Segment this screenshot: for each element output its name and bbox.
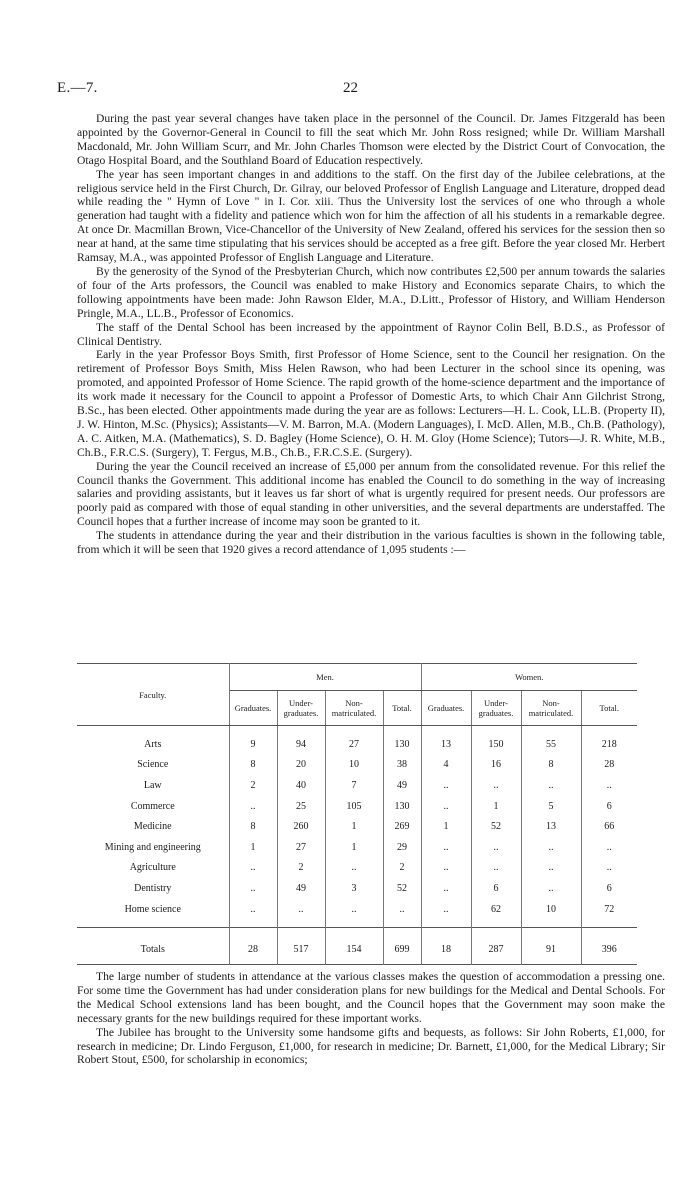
table-row xyxy=(77,775,637,796)
women-total-cell: 287 xyxy=(471,928,521,965)
men-value-cell: 2 xyxy=(383,858,421,879)
col-header-men-undergraduates: Under-graduates. xyxy=(277,691,325,726)
women-total-cell: 91 xyxy=(521,928,581,965)
men-value-cell: .. xyxy=(325,899,383,920)
men-value-cell: 25 xyxy=(277,796,325,817)
women-value-cell: 52 xyxy=(471,816,521,837)
faculty-header: Faculty. xyxy=(77,664,229,726)
table-row xyxy=(77,899,637,920)
men-value-cell: 49 xyxy=(277,878,325,899)
women-value-cell: 1 xyxy=(421,816,471,837)
faculty-label: Commerce xyxy=(130,800,175,812)
table-row xyxy=(77,858,637,879)
women-value-cell: 16 xyxy=(471,755,521,776)
paragraph: The Jubilee has brought to the University some handsome gifts and bequests, as follows: Sir John Roberts, £1,000, for research in medicine; Dr. Lindo Ferguson, £1,000, for research in medicine; Dr. Barnett, £1,000, for the Medical Library; Sir Robert Stout, £500, for scholarship in economics; xyxy=(77,1025,665,1067)
table-row xyxy=(77,878,637,899)
table-row xyxy=(77,734,637,755)
women-value-cell: .. xyxy=(521,878,581,899)
men-value-cell: 269 xyxy=(383,816,421,837)
women-value-cell: .. xyxy=(421,878,471,899)
page-number: 22 xyxy=(343,80,358,96)
men-total-cell: 154 xyxy=(325,928,383,965)
women-value-cell: .. xyxy=(521,858,581,879)
faculty-label: Arts xyxy=(144,738,162,750)
women-value-cell: 6 xyxy=(606,800,612,812)
men-value-cell: 3 xyxy=(325,878,383,899)
women-value-cell: 13 xyxy=(421,734,471,755)
women-value-cell: 62 xyxy=(471,899,521,920)
women-value-cell: 218 xyxy=(601,738,617,750)
men-value-cell: 38 xyxy=(383,755,421,776)
paragraph: Early in the year Professor Boys Smith, first Professor of Home Science, sent to the Council her resignation. On the retirement of Professor Boys Smith, Miss Helen Rawson, who had been Lecturer in the school since its opening, was promoted, and appointed Professor of Home Science. The rapid growth of the home-science department and the importance of its work made it necessary for the Council to appoint a Professor of Domestic Arts, to which Chair Ann Gilchrist Strong, B.Sc., has been elected. Other appointments made during the year are as follows: Lecturers—H. L. Cook, LL.B. (Property II), J. W. Hinton, M.Sc. (Physics); Assistants—V. M. Barron, M.A. (Modern Languages), I. McD. Allen, M.B., Ch.B. (Pathology), A. C. Aitken, M.A. (Mathematics), S. D. Bagley (Home Science), O. H. M. Gloy (Home Science); Tutors—J. R. White, M.B., Ch.B., F.R.C.S. (Surgery), T. Fergus, M.B., Ch.B., F.R.C.S.E. (Surgery). xyxy=(77,348,665,459)
document-reference: E.—7. xyxy=(57,80,98,96)
women-total-cell: 396 xyxy=(601,943,617,955)
women-value-cell: .. xyxy=(521,837,581,858)
men-value-cell: 49 xyxy=(383,775,421,796)
men-value-cell: 27 xyxy=(325,734,383,755)
men-value-cell: 29 xyxy=(383,837,421,858)
men-value-cell: 9 xyxy=(229,734,277,755)
women-value-cell: 28 xyxy=(604,759,615,771)
table-row xyxy=(77,755,637,776)
men-value-cell: 94 xyxy=(277,734,325,755)
faculty-cell xyxy=(77,796,229,817)
women-value-cell: 66 xyxy=(604,821,615,833)
col-header-men-nonmatriculated: Non-matriculated. xyxy=(325,691,383,726)
men-value-cell: 260 xyxy=(277,816,325,837)
women-value-cell: .. xyxy=(421,796,471,817)
men-value-cell: .. xyxy=(229,899,277,920)
women-value-cell: 6 xyxy=(606,882,612,894)
men-value-cell: .. xyxy=(325,858,383,879)
attendance-table xyxy=(77,663,637,965)
men-value-cell: 105 xyxy=(325,796,383,817)
col-header-women-total: Total. xyxy=(581,691,637,726)
men-value-cell: 7 xyxy=(325,775,383,796)
totals-label: Totals xyxy=(77,928,229,965)
women-value-cell: 1 xyxy=(471,796,521,817)
body-text-bottom xyxy=(77,970,665,1067)
men-value-cell: 8 xyxy=(229,816,277,837)
women-value-cell: .. xyxy=(606,779,612,791)
col-header-men-total: Total. xyxy=(383,691,421,726)
women-value-cell: .. xyxy=(421,899,471,920)
table-row xyxy=(77,796,637,817)
men-total-cell: 517 xyxy=(277,928,325,965)
men-value-cell: 1 xyxy=(229,837,277,858)
paragraph: The students in attendance during the year and their distribution in the various faculties is shown in the following table, from which it will be seen that 1920 gives a record attendance of 1,095 students :— xyxy=(77,529,665,557)
faculty-label: Science xyxy=(137,759,169,771)
men-value-cell: .. xyxy=(229,878,277,899)
women-value-cell: .. xyxy=(606,841,612,853)
men-value-cell: 130 xyxy=(383,734,421,755)
faculty-label: Medicine xyxy=(133,821,172,833)
men-value-cell: 1 xyxy=(325,837,383,858)
faculty-cell xyxy=(77,858,229,879)
faculty-cell xyxy=(77,775,229,796)
women-value-cell: .. xyxy=(421,837,471,858)
women-value-cell: 13 xyxy=(521,816,581,837)
men-value-cell: .. xyxy=(229,796,277,817)
women-value-cell: .. xyxy=(606,862,612,874)
faculty-cell xyxy=(77,899,229,920)
paragraph: The staff of the Dental School has been increased by the appointment of Raynor Colin Bell, B.D.S., as Professor of Clinical Dentistry. xyxy=(77,320,665,348)
body-text-top xyxy=(77,112,665,557)
women-value-cell: .. xyxy=(471,837,521,858)
women-value-cell: 4 xyxy=(421,755,471,776)
women-total-cell: 18 xyxy=(421,928,471,965)
women-header: Women. xyxy=(421,664,637,691)
men-value-cell: 8 xyxy=(229,755,277,776)
women-value-cell: 10 xyxy=(521,899,581,920)
col-header-women-graduates: Graduates. xyxy=(421,691,471,726)
men-value-cell: 1 xyxy=(325,816,383,837)
women-value-cell: .. xyxy=(421,775,471,796)
men-value-cell: 2 xyxy=(229,775,277,796)
faculty-label: Dentistry xyxy=(134,882,172,894)
women-value-cell: 150 xyxy=(471,734,521,755)
table-row xyxy=(77,837,637,858)
faculty-label: Law xyxy=(143,779,162,791)
women-value-cell: 8 xyxy=(521,755,581,776)
men-value-cell: 2 xyxy=(277,858,325,879)
faculty-cell xyxy=(77,837,229,858)
faculty-cell xyxy=(77,755,229,776)
paragraph: During the year the Council received an increase of £5,000 per annum from the consolidated revenue. For this relief the Council thanks the Government. This additional income has enabled the Council to do something in the way of increasing salaries and providing assistants, but it leaves us far short of what is urgently required for present needs. Our professors are poorly paid as compared with those of equal standing in other universities, and the several departments are understaffed. The Council hopes that a further increase of income may soon be granted to it. xyxy=(77,459,665,529)
faculty-label: Mining and engineering xyxy=(104,841,201,853)
paragraph: By the generosity of the Synod of the Presbyterian Church, which now contributes £2,500 per annum towards the salaries of four of the Arts professors, the Council was enabled to make History and Economics separate Chairs, to which the following appointments have been made: John Rawson Elder, M.A., D.Litt., Professor of History, and William Henderson Pringle, M.A., LL.B., Professor of Economics. xyxy=(77,264,665,320)
women-value-cell: .. xyxy=(471,858,521,879)
men-value-cell: .. xyxy=(229,858,277,879)
men-total-cell: 699 xyxy=(383,928,421,965)
men-value-cell: 10 xyxy=(325,755,383,776)
men-value-cell: 40 xyxy=(277,775,325,796)
men-value-cell: 20 xyxy=(277,755,325,776)
men-value-cell: .. xyxy=(277,899,325,920)
table-row xyxy=(77,816,637,837)
men-value-cell: 130 xyxy=(383,796,421,817)
women-value-cell: .. xyxy=(471,775,521,796)
attendance-table-wrapper xyxy=(77,663,637,965)
totals-row xyxy=(77,928,637,965)
women-value-cell: .. xyxy=(421,858,471,879)
faculty-label: Agriculture xyxy=(129,862,176,874)
women-value-cell: 72 xyxy=(604,903,615,915)
col-header-women-nonmatriculated: Non-matriculated. xyxy=(521,691,581,726)
women-value-cell: .. xyxy=(521,775,581,796)
col-header-men-graduates: Graduates. xyxy=(229,691,277,726)
faculty-cell xyxy=(77,816,229,837)
table-body xyxy=(77,726,637,965)
men-total-cell: 28 xyxy=(229,928,277,965)
men-header: Men. xyxy=(229,664,421,691)
men-value-cell: .. xyxy=(383,899,421,920)
faculty-label: Home science xyxy=(124,903,181,915)
women-value-cell: 6 xyxy=(471,878,521,899)
paragraph: The year has seen important changes in and additions to the staff. On the first day of the Jubilee celebrations, at the religious service held in the First Church, Dr. Gilray, our beloved Professor of English Language and Literature, dropped dead while reading the " Hymn of Love " in I. Cor. xiii. Thus the University lost the services of one who through a whole generation had taught with a fidelity and patience which won for him the affection of all his students in a remarkable degree. At once Dr. Macmillan Brown, Vice-Chancellor of the University of New Zealand, offered his services for the session then so near at hand, at the same time stipulating that his services should be accepted as a free gift. Before the year closed Mr. Herbert Ramsay, M.A., was appointed Professor of English Language and Literature. xyxy=(77,167,665,265)
women-value-cell: 5 xyxy=(521,796,581,817)
women-value-cell: 55 xyxy=(521,734,581,755)
faculty-cell xyxy=(77,734,229,755)
col-header-women-undergraduates: Under-graduates. xyxy=(471,691,521,726)
paragraph: During the past year several changes have taken place in the personnel of the Council. Dr. James Fitzgerald has been appointed by the Governor-General in Council to fill the seat which Mr. John Ross resigned; while Dr. William Marshall Macdonald, Mr. John William Scurr, and Mr. John Charles Thomson were elected by the District Court of Convocation, the Otago Hospital Board, and the Southland Board of Education respectively. xyxy=(77,112,665,167)
men-value-cell: 52 xyxy=(383,878,421,899)
faculty-cell xyxy=(77,878,229,899)
paragraph: The large number of students in attendance at the various classes makes the question of accommodation a pressing one. For some time the Government has had under consideration plans for new buildings for the Medical and Dental Schools. For the Medical School extensions land has been bought, and the Council hopes that the Government may soon make the necessary grants for the new buildings required for these important works. xyxy=(77,970,665,1025)
men-value-cell: 27 xyxy=(277,837,325,858)
